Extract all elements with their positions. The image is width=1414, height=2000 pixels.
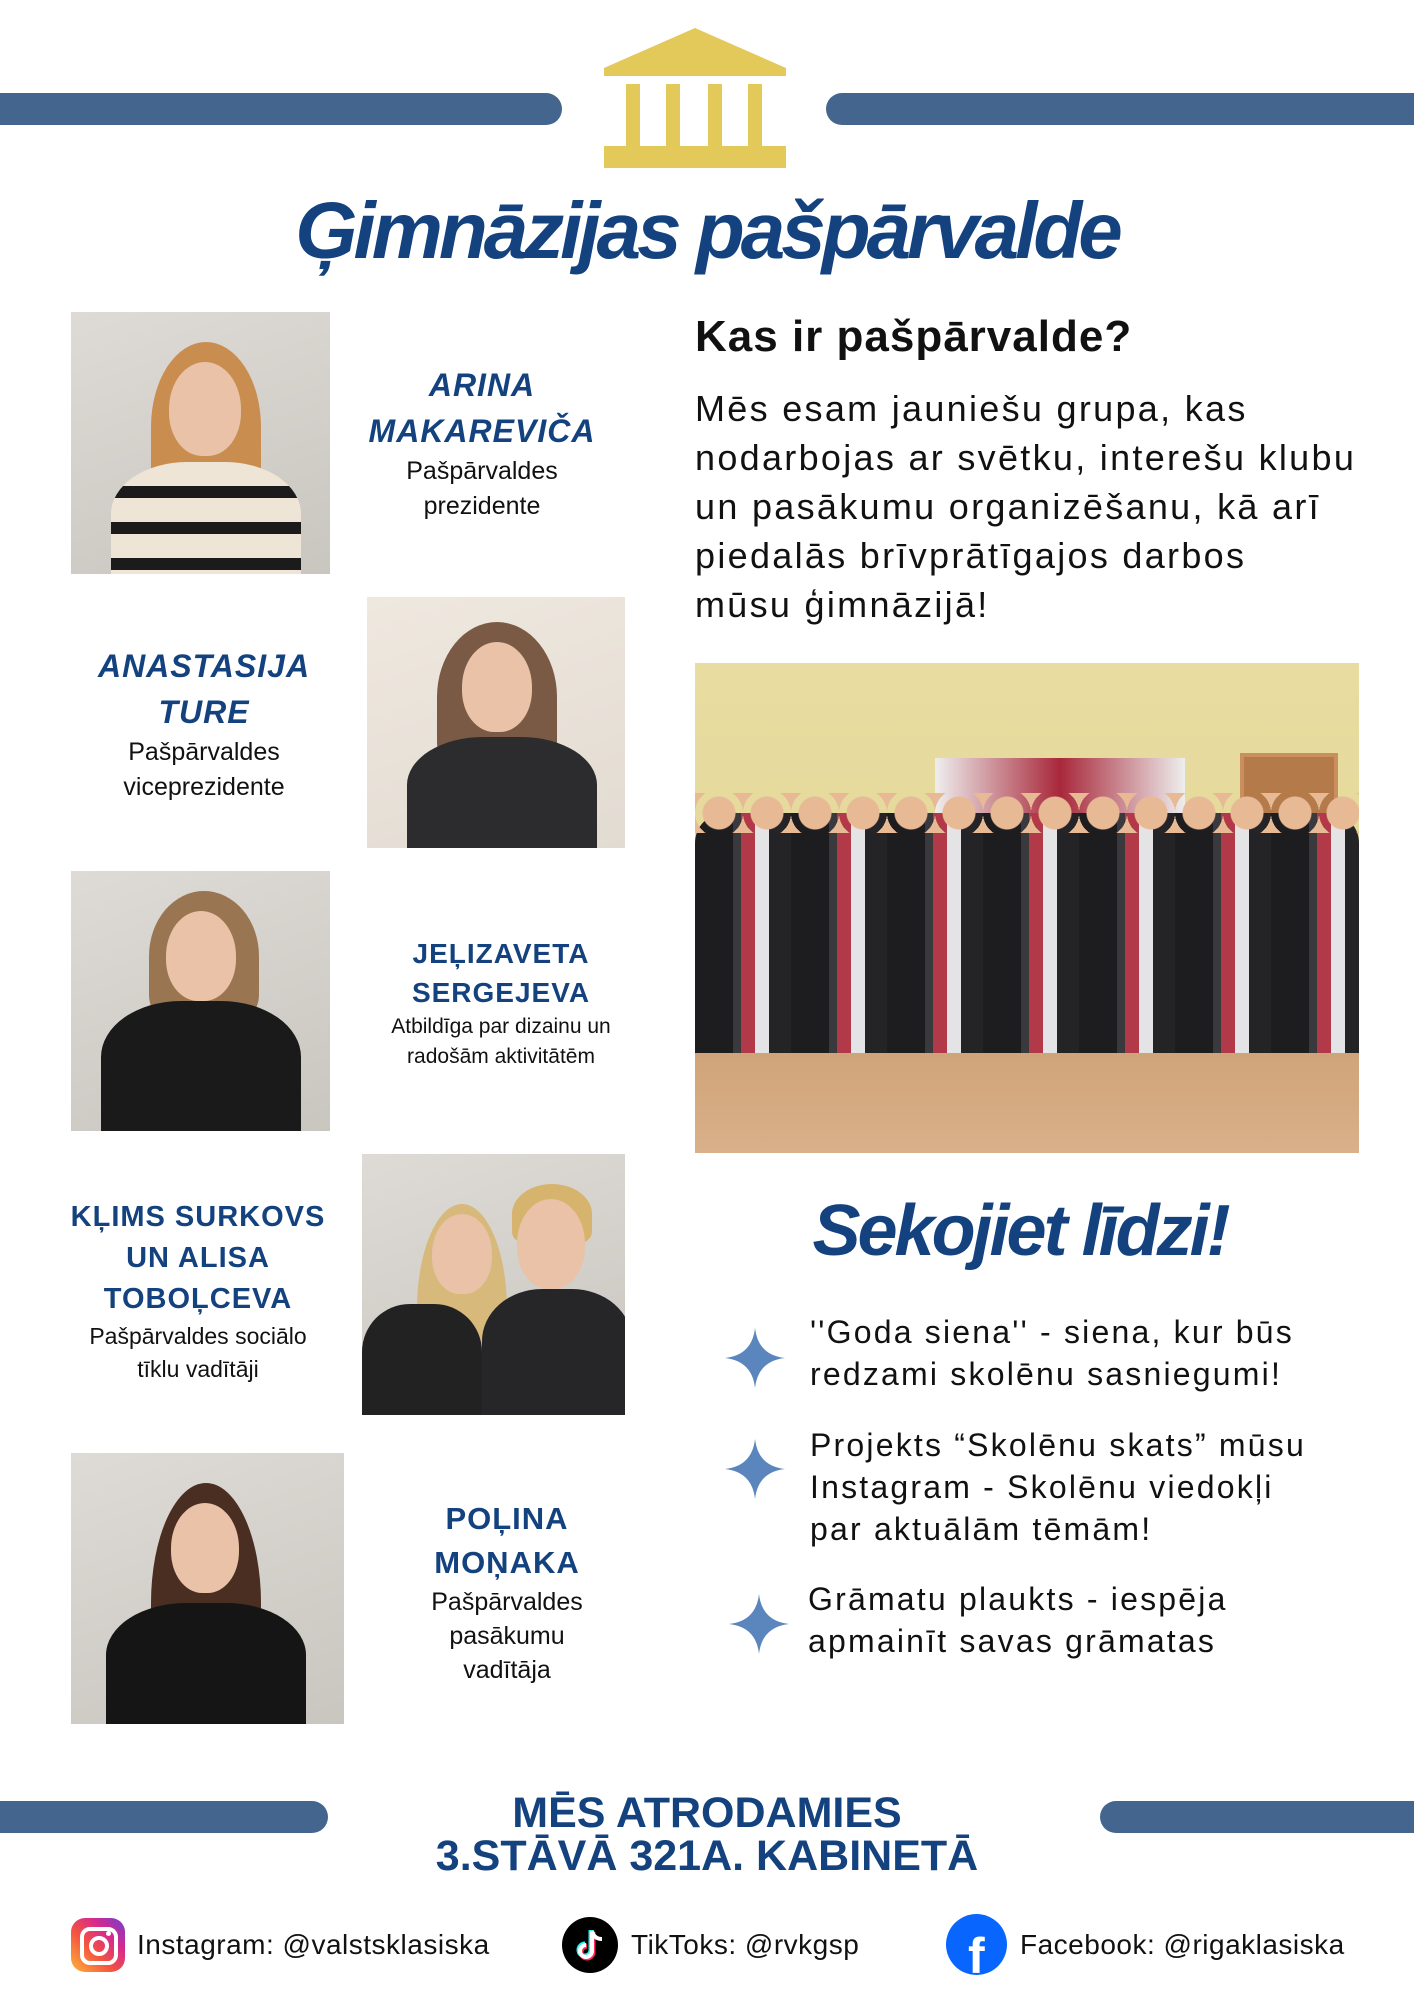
follow-item bbox=[808, 1578, 1368, 1662]
location-line: MĒS ATRODAMIES bbox=[512, 1789, 902, 1837]
member-photo-polina bbox=[71, 1453, 344, 1724]
member-role: tīklu vadītāji bbox=[137, 1356, 259, 1382]
member-photo-arina bbox=[71, 312, 330, 574]
about-heading: Kas ir pašpārvalde? bbox=[695, 312, 1133, 361]
location-line: 3.STĀVĀ 321A. KABINETĀ bbox=[435, 1832, 979, 1880]
member-role: Pašpārvaldes sociālo bbox=[89, 1323, 307, 1349]
instagram-link[interactable]: Instagram: @valstsklasiska bbox=[137, 1929, 490, 1960]
member-role: Pašpārvaldes bbox=[431, 1588, 583, 1616]
member-arina bbox=[342, 362, 622, 524]
tiktok-icon[interactable] bbox=[562, 1917, 618, 1973]
member-role: viceprezidente bbox=[123, 773, 285, 801]
follow-item-line: ''Goda siena'' - siena, kur būs bbox=[810, 1314, 1294, 1350]
follow-item-line: par aktuālām tēmām! bbox=[810, 1511, 1153, 1547]
follow-item-line: Projekts “Skolēnu skats” mūsu bbox=[810, 1427, 1306, 1463]
header-bar-left bbox=[0, 93, 562, 125]
about-paragraph bbox=[695, 384, 1395, 629]
about-line: mūsu ģimnāzijā! bbox=[695, 584, 990, 625]
location-text bbox=[0, 1789, 1414, 1880]
member-role: vadītāja bbox=[463, 1656, 551, 1684]
member-polina bbox=[367, 1497, 647, 1687]
tiktok-link[interactable]: TikToks: @rvkgsp bbox=[631, 1929, 860, 1960]
page-title: Ģimnāzijas pašpārvalde bbox=[295, 186, 1119, 275]
member-photo-anastasija bbox=[367, 597, 625, 848]
sparkle-icon bbox=[725, 1328, 785, 1388]
member-name: KĻIMS SURKOVS bbox=[70, 1201, 326, 1233]
member-name: JEĻIZAVETA bbox=[412, 938, 590, 969]
follow-heading: Sekojiet līdzi! bbox=[812, 1191, 1228, 1271]
follow-item bbox=[810, 1311, 1370, 1395]
member-name: MAKAREVIČA bbox=[368, 413, 596, 449]
member-name: ARINA bbox=[428, 367, 536, 403]
follow-item-line: redzami skolēnu sasniegumi! bbox=[810, 1356, 1283, 1392]
follow-item-line: Instagram - Skolēnu viedokļi bbox=[810, 1469, 1274, 1505]
instagram-icon[interactable] bbox=[71, 1918, 125, 1972]
about-line: piedalās brīvprātīgajos darbos bbox=[695, 535, 1247, 576]
sparkle-icon bbox=[725, 1439, 785, 1499]
about-line: Mēs esam jauniešu grupa, kas bbox=[695, 388, 1248, 429]
facebook-link[interactable]: Facebook: @rigaklasiska bbox=[1020, 1929, 1345, 1960]
header-bar-right bbox=[826, 93, 1414, 125]
member-role: radošām aktivitātēm bbox=[407, 1045, 595, 1068]
member-photo-klims-alisa bbox=[362, 1154, 625, 1415]
follow-item bbox=[810, 1424, 1370, 1550]
member-role: pasākumu bbox=[449, 1622, 565, 1650]
follow-item-line: Grāmatu plaukts - iespēja bbox=[808, 1581, 1228, 1617]
sparkle-icon bbox=[729, 1594, 789, 1654]
member-role: prezidente bbox=[423, 492, 541, 520]
member-role: Pašpārvaldes bbox=[406, 457, 558, 485]
member-name: MOŅAKA bbox=[434, 1545, 580, 1580]
member-jelizaveta bbox=[356, 934, 646, 1072]
member-name: ANASTASIJA bbox=[97, 648, 311, 684]
follow-item-line: apmainīt savas grāmatas bbox=[808, 1623, 1217, 1659]
member-name: TURE bbox=[158, 694, 250, 730]
member-role: Pašpārvaldes bbox=[128, 738, 280, 766]
facebook-icon[interactable]: f bbox=[946, 1914, 1007, 1975]
about-line: nodarbojas ar svētku, interešu klubu bbox=[695, 437, 1357, 478]
member-role: Atbildīga par dizainu un bbox=[391, 1015, 611, 1038]
member-name: TOBOĻCEVA bbox=[103, 1283, 293, 1315]
member-anastasija bbox=[64, 643, 344, 805]
member-name: UN ALISA bbox=[126, 1242, 270, 1274]
member-name: SERGEJEVA bbox=[411, 977, 591, 1008]
school-building-icon bbox=[604, 28, 786, 170]
member-klims-alisa bbox=[48, 1197, 348, 1386]
member-name: POĻINA bbox=[445, 1501, 569, 1536]
member-photo-jelizaveta bbox=[71, 871, 330, 1131]
group-photo bbox=[695, 663, 1359, 1153]
about-line: un pasākumu organizēšanu, kā arī bbox=[695, 486, 1321, 527]
